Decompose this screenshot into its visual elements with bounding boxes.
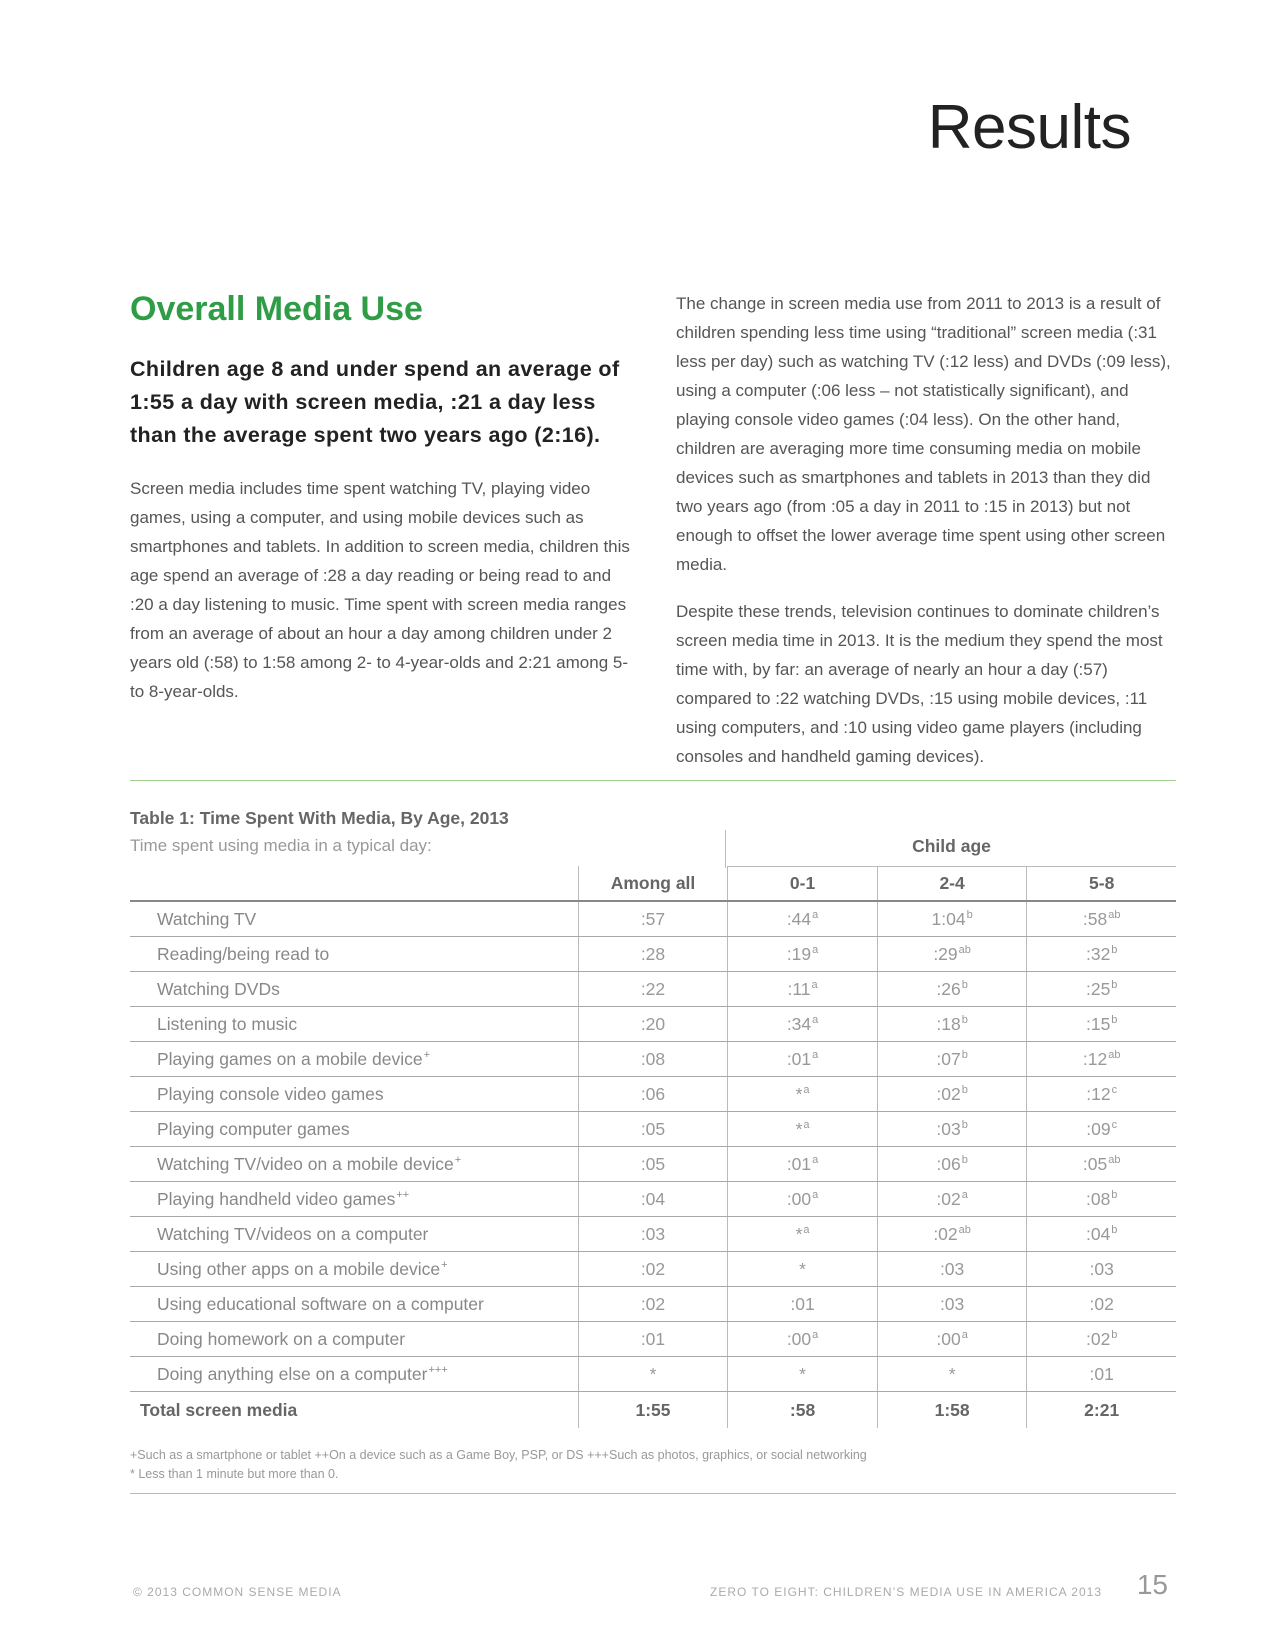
significance-marker: ab <box>958 943 971 956</box>
header-among-all: Among all <box>578 866 728 901</box>
footer-copyright: © 2013 COMMON SENSE MEDIA <box>133 1585 342 1599</box>
significance-marker: b <box>1111 978 1118 991</box>
cell-age-0-1: :34$^a$ <box>728 1007 878 1042</box>
cell-age-2-4: $:02^{ab}$ <box>877 1217 1027 1252</box>
row-label: Watching TV <box>130 901 578 937</box>
significance-marker: a <box>812 1153 819 1166</box>
cell-age-2-4: :18$^b$ <box>877 1007 1027 1042</box>
significance-marker: c <box>1111 1083 1118 1096</box>
footer-publication: ZERO TO EIGHT: CHILDREN’S MEDIA USE IN AMERICA 2013 <box>710 1585 1102 1599</box>
cell-age-0-1: :01 <box>728 1287 878 1322</box>
right-paragraph-1: The change in screen media use from 2011 to 2013 is a result of children spending less time using “traditional” screen media (:31 less per day) such as watching TV (:12 less) and DVDs (:09 less), using a computer (:06 less – not statistically significant), and playing console video games (:04 less). On the other hand, children are averaging more time consuming media on mobile devices such as smartphones and tablets in 2013 than they did two years ago (from :05 a day in 2011 to :15 in 2013) but not enough to offset the lower average time spent using other screen media. <box>676 294 1171 574</box>
cell-age-5-8: :03 <box>1027 1252 1176 1287</box>
row-label: Watching DVDs <box>130 972 578 1007</box>
cell-among-all: :01 <box>578 1322 728 1357</box>
lead-statement: Children age 8 and under spend an average of 1:55 a day with screen media, :21 a day less than the average spent two years ago (2:16). <box>130 357 620 447</box>
cell-among-all: :06 <box>578 1077 728 1112</box>
row-label: Playing games on a mobile device+ <box>130 1042 578 1077</box>
cell-age-5-8: :09$^c$ <box>1027 1112 1176 1147</box>
cell-among-all: :57 <box>578 901 728 937</box>
significance-marker: ab <box>958 1223 971 1236</box>
table-row <box>130 1007 1176 1042</box>
significance-marker: b <box>1111 1013 1118 1026</box>
cell-among-all: :20 <box>578 1007 728 1042</box>
footnote-asterisk: * Less than 1 minute but more than 0. <box>130 1467 339 1481</box>
cell-among-all: :22 <box>578 972 728 1007</box>
divider-top <box>130 780 1176 781</box>
divider-bottom <box>130 1493 1176 1494</box>
cell-age-2-4: * <box>877 1357 1027 1392</box>
cell-age-0-1: *$^a$ <box>728 1077 878 1112</box>
cell-age-2-4: :03 <box>877 1287 1027 1322</box>
significance-marker: ab <box>1108 1153 1121 1166</box>
table-row <box>130 1077 1176 1112</box>
table-row <box>130 1252 1176 1287</box>
significance-marker: b <box>1111 1188 1118 1201</box>
right-column <box>676 289 1176 789</box>
cell-age-2-4: :00$^a$ <box>877 1322 1027 1357</box>
cell-age-5-8: :12$^c$ <box>1027 1077 1176 1112</box>
row-label: Playing handheld video games++ <box>130 1182 578 1217</box>
cell-age-0-1: :01$^a$ <box>728 1042 878 1077</box>
cell-age-2-4: :02$^a$ <box>877 1182 1027 1217</box>
cell-age-2-4: :03$^b$ <box>877 1112 1027 1147</box>
total-age-0-1: :58 <box>728 1392 878 1429</box>
cell-age-0-1: *$^a$ <box>728 1217 878 1252</box>
cell-age-0-1: :11$^a$ <box>728 972 878 1007</box>
cell-age-5-8: :02$^b$ <box>1027 1322 1176 1357</box>
significance-marker: a <box>812 1013 819 1026</box>
cell-age-5-8: :01 <box>1027 1357 1176 1392</box>
significance-marker: ab <box>1108 1048 1121 1061</box>
cell-among-all: :02 <box>578 1287 728 1322</box>
table-row <box>130 1042 1176 1077</box>
table-footnotes <box>130 1446 867 1484</box>
cell-among-all: :08 <box>578 1042 728 1077</box>
page-number: 15 <box>1136 1569 1168 1600</box>
cell-age-2-4: :06$^b$ <box>877 1147 1027 1182</box>
significance-marker: a <box>803 1083 810 1096</box>
cell-age-2-4: :03 <box>877 1252 1027 1287</box>
table-row <box>130 1112 1176 1147</box>
significance-marker: a <box>811 978 818 991</box>
table-row <box>130 1287 1176 1322</box>
row-label: Watching TV/videos on a computer <box>130 1217 578 1252</box>
significance-marker: b <box>961 1118 968 1131</box>
table-row <box>130 1357 1176 1392</box>
cell-age-5-8: :04$^b$ <box>1027 1217 1176 1252</box>
significance-marker: a <box>812 943 819 956</box>
row-label: Reading/being read to <box>130 937 578 972</box>
cell-age-2-4: 1:04$^b$ <box>877 901 1027 937</box>
significance-marker: a <box>812 908 819 921</box>
header-age-2-4: 2-4 <box>877 866 1027 901</box>
table-row <box>130 1322 1176 1357</box>
row-label: Doing anything else on a computer+++ <box>130 1357 578 1392</box>
footnote-marker: + <box>454 1153 462 1166</box>
cell-age-0-1: :44$^a$ <box>728 901 878 937</box>
total-among-all: 1:55 <box>578 1392 728 1429</box>
footnote-marker: ++ <box>396 1188 410 1201</box>
table-body <box>130 901 1176 1392</box>
cell-age-2-4: $:29^{ab}$ <box>877 937 1027 972</box>
significance-marker: b <box>1111 1328 1118 1341</box>
cell-among-all: :03 <box>578 1217 728 1252</box>
significance-marker: b <box>961 1048 968 1061</box>
cell-age-2-4: :02$^b$ <box>877 1077 1027 1112</box>
table-row <box>130 901 1176 937</box>
row-label: Playing computer games <box>130 1112 578 1147</box>
significance-marker: ab <box>1108 908 1121 921</box>
table-header-row <box>130 866 1176 901</box>
significance-marker: a <box>812 1328 819 1341</box>
left-paragraph: Screen media includes time spent watching TV, playing video games, using a computer, and using mobile devices such as smartphones and tablets. In addition to screen media, children this age spend an average of :28 a day reading or being read to and :20 a day listening to music. Time spent with screen media ranges from an average of about an hour a day among children under 2 years old (:58) to 1:58 among 2- to 4-year-olds and 2:21 among 5- to 8-year-olds. <box>130 479 630 701</box>
significance-marker: b <box>1111 943 1118 956</box>
cell-age-0-1: :00$^a$ <box>728 1182 878 1217</box>
header-age-5-8: 5-8 <box>1027 866 1176 901</box>
total-age-5-8: 2:21 <box>1027 1392 1176 1429</box>
row-label: Using educational software on a computer <box>130 1287 578 1322</box>
significance-marker: b <box>961 1153 968 1166</box>
cell-among-all: :04 <box>578 1182 728 1217</box>
footnote-marker: +++ <box>428 1363 448 1376</box>
cell-age-5-8: :08$^b$ <box>1027 1182 1176 1217</box>
cell-age-0-1: :19$^a$ <box>728 937 878 972</box>
total-label: Total screen media <box>140 1399 298 1420</box>
cell-age-0-1: :01$^a$ <box>728 1147 878 1182</box>
significance-marker: a <box>961 1188 968 1201</box>
cell-age-5-8: :32$^b$ <box>1027 937 1176 972</box>
significance-marker: a <box>961 1328 968 1341</box>
cell-among-all: :28 <box>578 937 728 972</box>
cell-age-5-8: :15$^b$ <box>1027 1007 1176 1042</box>
significance-marker: b <box>966 908 973 921</box>
table-row <box>130 1147 1176 1182</box>
table-row <box>130 1217 1176 1252</box>
row-label: Using other apps on a mobile device+ <box>130 1252 578 1287</box>
table-row <box>130 937 1176 972</box>
significance-marker: a <box>812 1048 819 1061</box>
page-title: Results <box>927 93 1131 162</box>
cell-age-5-8: $:12^{ab}$ <box>1027 1042 1176 1077</box>
significance-marker: b <box>961 978 968 991</box>
right-paragraph-2: Despite these trends, television continues to dominate children’s screen media time in 2013. It is the medium they spend the most time with, by far: an average of nearly an hour a day (:57) compared to :22 watching DVDs, :15 using mobile devices, :11 using computers, and :10 using video game players (including consoles and handheld gaming devices). <box>676 602 1163 766</box>
significance-marker: b <box>961 1013 968 1026</box>
header-age-0-1: 0-1 <box>728 866 878 901</box>
footnote-symbols: +Such as a smartphone or tablet ++On a device such as a Game Boy, PSP, or DS +++Such as photos, graphics, or social networking <box>130 1448 867 1462</box>
cell-age-2-4: :26$^b$ <box>877 972 1027 1007</box>
row-label: Listening to music <box>130 1007 578 1042</box>
total-age-2-4: 1:58 <box>877 1392 1027 1429</box>
media-time-table <box>130 866 1176 1428</box>
row-label: Watching TV/video on a mobile device+ <box>130 1147 578 1182</box>
cell-age-0-1: * <box>728 1252 878 1287</box>
cell-age-0-1: *$^a$ <box>728 1112 878 1147</box>
table-subtitle: Time spent using media in a typical day: <box>130 836 432 855</box>
header-blank <box>130 866 578 901</box>
cell-age-0-1: * <box>728 1357 878 1392</box>
left-column <box>130 290 630 706</box>
child-age-header: Child age <box>727 836 1176 867</box>
total-row <box>130 1392 1176 1429</box>
table-row <box>130 972 1176 1007</box>
table-row <box>130 1182 1176 1217</box>
table-title: Table 1: Time Spent With Media, By Age, 2013 <box>130 808 509 828</box>
cell-among-all: :05 <box>578 1147 728 1182</box>
significance-marker: b <box>961 1083 968 1096</box>
cell-age-5-8: $:05^{ab}$ <box>1027 1147 1176 1182</box>
cell-age-5-8: :02 <box>1027 1287 1176 1322</box>
row-label: Doing homework on a computer <box>130 1322 578 1357</box>
cell-age-0-1: :00$^a$ <box>728 1322 878 1357</box>
section-heading: Overall Media Use <box>130 290 423 328</box>
significance-marker: c <box>1111 1118 1118 1131</box>
significance-marker: a <box>803 1223 810 1236</box>
cell-age-2-4: :07$^b$ <box>877 1042 1027 1077</box>
significance-marker: b <box>1111 1223 1118 1236</box>
significance-marker: a <box>812 1188 819 1201</box>
cell-among-all: :02 <box>578 1252 728 1287</box>
footnote-marker: + <box>423 1048 431 1061</box>
significance-marker: a <box>803 1118 810 1131</box>
footnote-marker: + <box>441 1258 448 1271</box>
cell-among-all: :05 <box>578 1112 728 1147</box>
row-label: Playing console video games <box>130 1077 578 1112</box>
group-header-divider <box>725 830 726 868</box>
cell-age-5-8: :25$^b$ <box>1027 972 1176 1007</box>
cell-among-all: * <box>578 1357 728 1392</box>
cell-age-5-8: $:58^{ab}$ <box>1027 901 1176 937</box>
